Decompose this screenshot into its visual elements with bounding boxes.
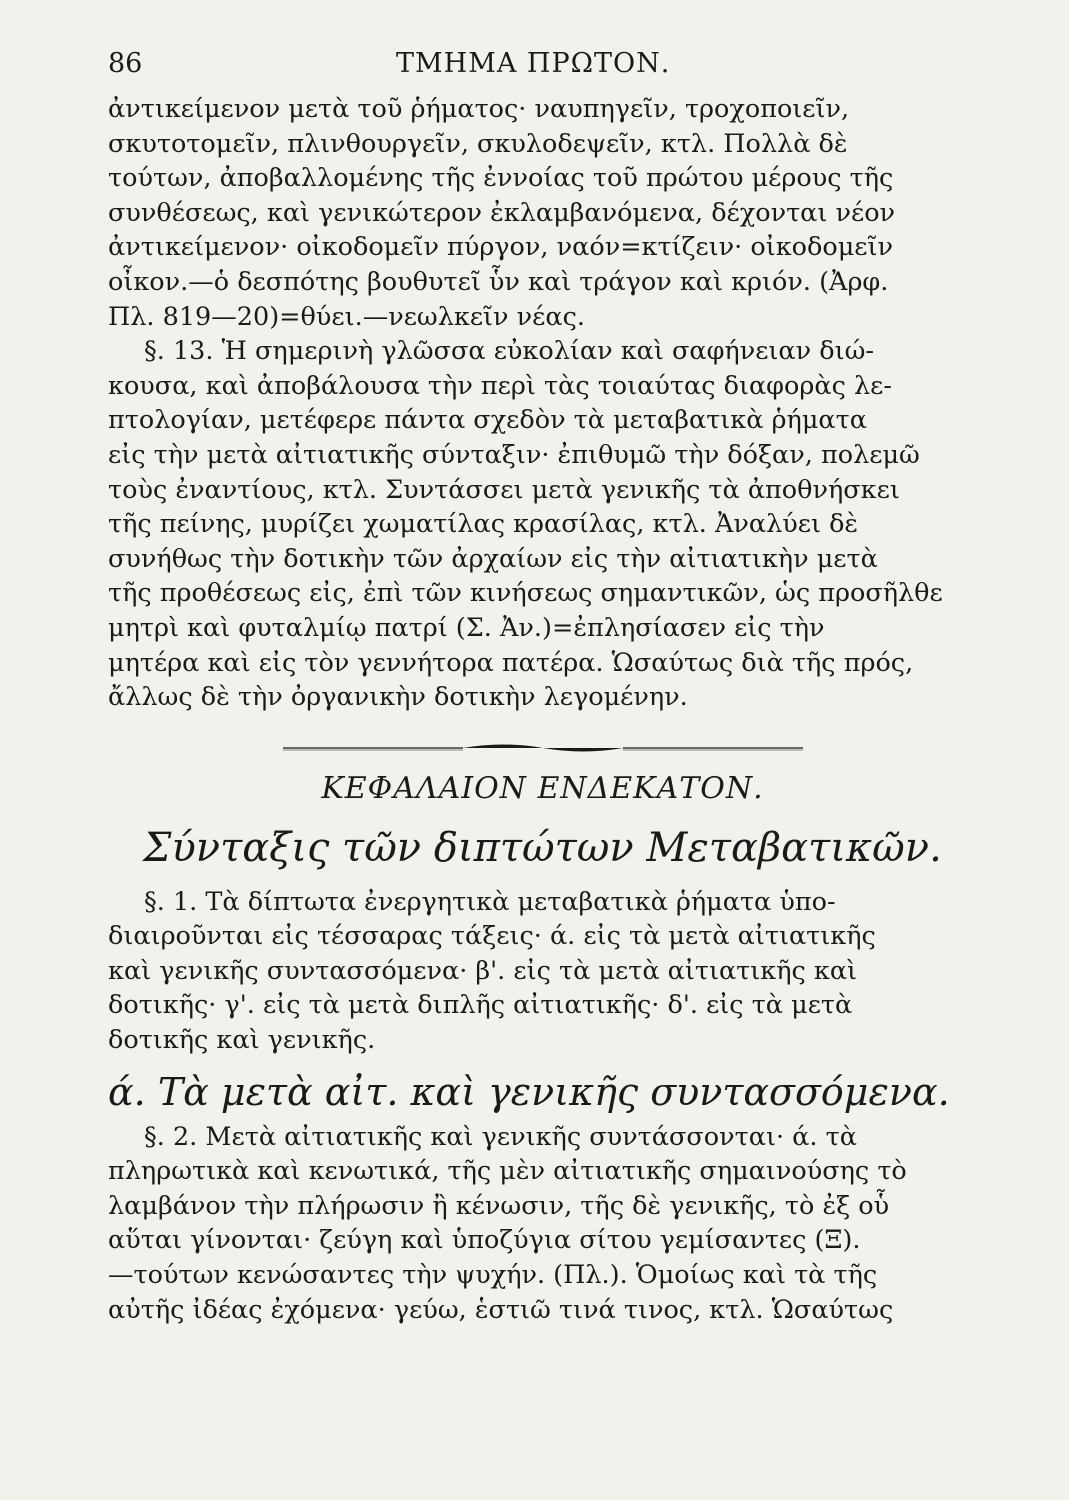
text-line: ἄλλως δὲ τὴν ὀργανικὴν δοτικὴν λεγομένην.	[108, 682, 688, 713]
text-line: —τούτων κενώσαντες τὴν ψυχήν. (Πλ.). Ὁμοίως καὶ τὰ τῆς	[108, 1260, 878, 1291]
page-number: 86	[108, 48, 143, 79]
text-line: ἀντικείμενον μετὰ τοῦ ῥήματος· ναυπηγεῖν, τροχοποιεῖν,	[108, 94, 850, 124]
text-line: αὕται γίνονται· ζεύγη καὶ ὑποζύγια σίτου γεμίσαντες (Ξ).	[108, 1225, 861, 1256]
text-line: πληρωτικὰ καὶ κενωτικά, τῆς μὲν αἰτιατικῆς σημαινούσης τὸ	[108, 1156, 907, 1187]
text-line: §. 1. Τὰ δίπτωτα ἐνεργητικὰ μεταβατικὰ ῥήματα ὑπο-	[144, 886, 836, 917]
chapter-title: ΚΕΦΑΛΑΙΟΝ ΕΝΔΕΚΑΤΟΝ.	[321, 770, 764, 806]
text-line: μητέρα καὶ εἰς τὸν γεννήτορα πατέρα. Ὡσαύτως διὰ τῆς πρός,	[108, 647, 914, 678]
ornament-divider	[283, 741, 803, 755]
page-header	[108, 48, 977, 92]
text-line: οἶκον.—ὁ δεσπότης βουθυτεῖ ὗν καὶ τράγον καὶ κριόν. (Ἀρφ.	[108, 266, 889, 297]
text-line: συνθέσεως, καὶ γενικώτερον ἐκλαμβανόμενα, δέχονται νέον	[108, 197, 896, 228]
chapter-heading: Σύνταξις τῶν διπτώτων Μεταβατικῶν.	[143, 824, 942, 871]
text-line: §. 13. Ἡ σημερινὴ γλῶσσα εὐκολίαν καὶ σαφήνειαν διώ-	[144, 336, 875, 367]
text-line: §. 2. Μετὰ αἰτιατικῆς καὶ γενικῆς συντάσσονται· ά. τὰ	[144, 1121, 857, 1152]
text-line: δοτικῆς καὶ γενικῆς.	[108, 1025, 376, 1056]
text-line: Πλ. 819—20)=θύει.—νεωλκεῖν νέας.	[108, 301, 585, 332]
paragraph-3	[108, 885, 977, 1058]
text-line: τῆς προθέσεως εἰς, ἐπὶ τῶν κινήσεως σημαντικῶν, ὡς προσῆλθε	[108, 578, 943, 609]
text-line: εἰς τὴν μετὰ αἰτιατικῆς σύνταξιν· ἐπιθυμῶ τὴν δόξαν, πολεμῶ	[108, 439, 920, 470]
text-line: τοὺς ἐναντίους, κτλ. Συντάσσει μετὰ γενικῆς τὰ ἀποθνήσκει	[108, 474, 900, 505]
text-line: πτολογίαν, μετέφερε πάντα σχεδὸν τὰ μεταβατικὰ ῥήματα	[108, 405, 867, 436]
text-line: τούτων, ἀποβαλλομένης τῆς ἐννοίας τοῦ πρώτου μέρους τῆς	[108, 163, 894, 194]
text-line: κουσα, καὶ ἀποβάλουσα τὴν περὶ τὰς τοιαύτας διαφορὰς λε-	[108, 370, 892, 401]
text-line: δοτικῆς· γ'. εἰς τὰ μετὰ διπλῆς αἰτιατικῆς· δ'. εἰς τὰ μετὰ	[108, 990, 853, 1021]
text-line: μητρὶ καὶ φυταλμίῳ πατρί (Σ. Ἀν.)=ἐπλησίασεν εἰς τὴν	[108, 612, 825, 643]
section-heading: ά. Τὰ μετὰ αἰτ. καὶ γενικῆς συντασσόμενα.	[108, 1069, 950, 1114]
running-title: ΤΜΗΜΑ ΠΡΩΤΟΝ.	[396, 48, 671, 79]
paragraph-1	[108, 92, 977, 334]
text-line: αὐτῆς ἰδέας ἐχόμενα· γεύω, ἑστιῶ τινά τινος, κτλ. Ὡσαύτως	[108, 1294, 894, 1325]
text-line: καὶ γενικῆς συντασσόμενα· β'. εἰς τὰ μετὰ αἰτιατικῆς καὶ	[108, 955, 858, 986]
text-line: τῆς πείνης, μυρίζει χωματίλας κρασίλας, κτλ. Ἀναλύει δὲ	[108, 509, 859, 540]
text-line: σκυτοτομεῖν, πλινθουργεῖν, σκυλοδεψεῖν, κτλ. Πολλὰ δὲ	[108, 128, 848, 159]
text-line: ἀντικείμενον· οἰκοδομεῖν πύργον, ναόν=κτίζειν· οἰκοδομεῖν	[108, 232, 893, 263]
paragraph-4	[108, 1120, 977, 1328]
text-line: λαμβάνον τὴν πλήρωσιν ἢ κένωσιν, τῆς δὲ γενικῆς, τὸ ἐξ οὗ	[108, 1190, 890, 1221]
paragraph-2	[108, 334, 977, 715]
text-line: συνήθως τὴν δοτικὴν τῶν ἀρχαίων εἰς τὴν αἰτιατικὴν μετὰ	[108, 543, 878, 574]
text-line: διαιροῦνται εἰς τέσσαρας τάξεις· ά. εἰς τὰ μετὰ αἰτιατικῆς	[108, 921, 876, 952]
